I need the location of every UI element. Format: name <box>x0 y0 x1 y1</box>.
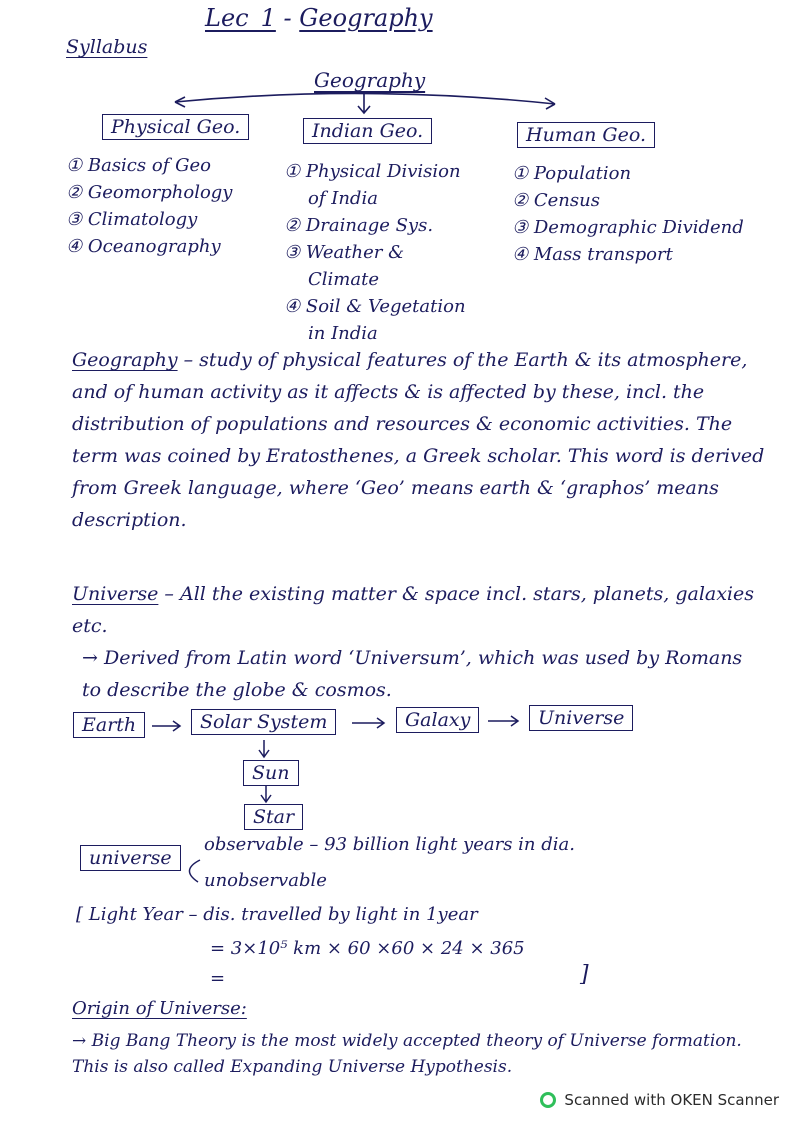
list-item: in India <box>308 323 378 344</box>
list-item: ④ Oceanography <box>66 236 221 257</box>
list-item: ① Basics of Geo <box>66 155 211 176</box>
scanner-text: Scanned with OKEN Scanner <box>564 1091 779 1109</box>
list-item: ④ Soil & Vegetation <box>284 296 466 317</box>
origin-text: → Big Bang Theory is the most widely accepted theory of Universe formation. This is also called Expanding Universe Hypothesis. <box>72 1031 742 1077</box>
list-item: ① Physical Division <box>284 161 461 182</box>
box-galaxy: Galaxy <box>396 707 479 733</box>
universe-text: – All the existing matter & space incl. stars, planets, galaxies etc. <box>72 583 755 637</box>
list-item: Climate <box>308 269 379 290</box>
indian-geo-heading: Indian Geo. <box>303 118 432 144</box>
list-item: of India <box>308 188 378 209</box>
list-item: ④ Mass transport <box>512 244 673 265</box>
universe-derived-note: → Derived from Latin word ‘Universum’, which was used by Romans to describe the globe & cosmos. <box>82 647 743 701</box>
list-item: ② Geomorphology <box>66 182 233 203</box>
observable-universe: observable – 93 billion light years in dia. <box>204 834 575 855</box>
lecture-subject: Geography <box>299 4 433 32</box>
box-earth: Earth <box>73 712 145 738</box>
scanner-logo-icon <box>540 1092 556 1108</box>
human-geo-heading: Human Geo. <box>517 122 655 148</box>
list-item: ② Drainage Sys. <box>284 215 434 236</box>
scanner-watermark <box>540 1091 779 1109</box>
list-item: ② Census <box>512 190 600 211</box>
box-sun: Sun <box>243 760 299 786</box>
geography-center-label: Geography <box>314 68 426 92</box>
light-year-formula: = 3×10⁵ km × 60 ×60 × 24 × 365 <box>210 938 525 959</box>
lecture-number: Lec_1 <box>205 4 276 32</box>
universe-term: Universe <box>72 583 159 605</box>
light-year-definition: [ Light Year – dis. travelled by light in 1year <box>76 904 478 925</box>
box-solar-system: Solar System <box>191 709 336 735</box>
geography-text: – study of physical features of the Earth & its atmosphere, and of human activity as it affects & is affected by these, incl. the distribution of populations and resources & economic activities. The term was coined by Eratosthenes, a Greek scholar. This word is derived from Greek language, where ‘Geo’ means earth & ‘graphos’ means description. <box>72 349 765 531</box>
light-year-result: = <box>210 968 226 989</box>
list-item: ③ Weather & <box>284 242 405 263</box>
box-star: Star <box>244 804 303 830</box>
syllabus-heading: Syllabus <box>66 36 148 58</box>
geography-term: Geography <box>72 349 178 371</box>
light-year-bracket: ] <box>580 962 589 987</box>
universe-types-label: universe <box>80 845 181 871</box>
title-dash: - <box>283 4 292 32</box>
unobservable-universe: unobservable <box>204 870 327 891</box>
list-item: ③ Climatology <box>66 209 198 230</box>
physical-geo-heading: Physical Geo. <box>102 114 249 140</box>
origin-heading: Origin of Universe: <box>72 998 247 1019</box>
list-item: ① Population <box>512 163 632 184</box>
box-universe: Universe <box>529 705 633 731</box>
list-item: ③ Demographic Dividend <box>512 217 744 238</box>
